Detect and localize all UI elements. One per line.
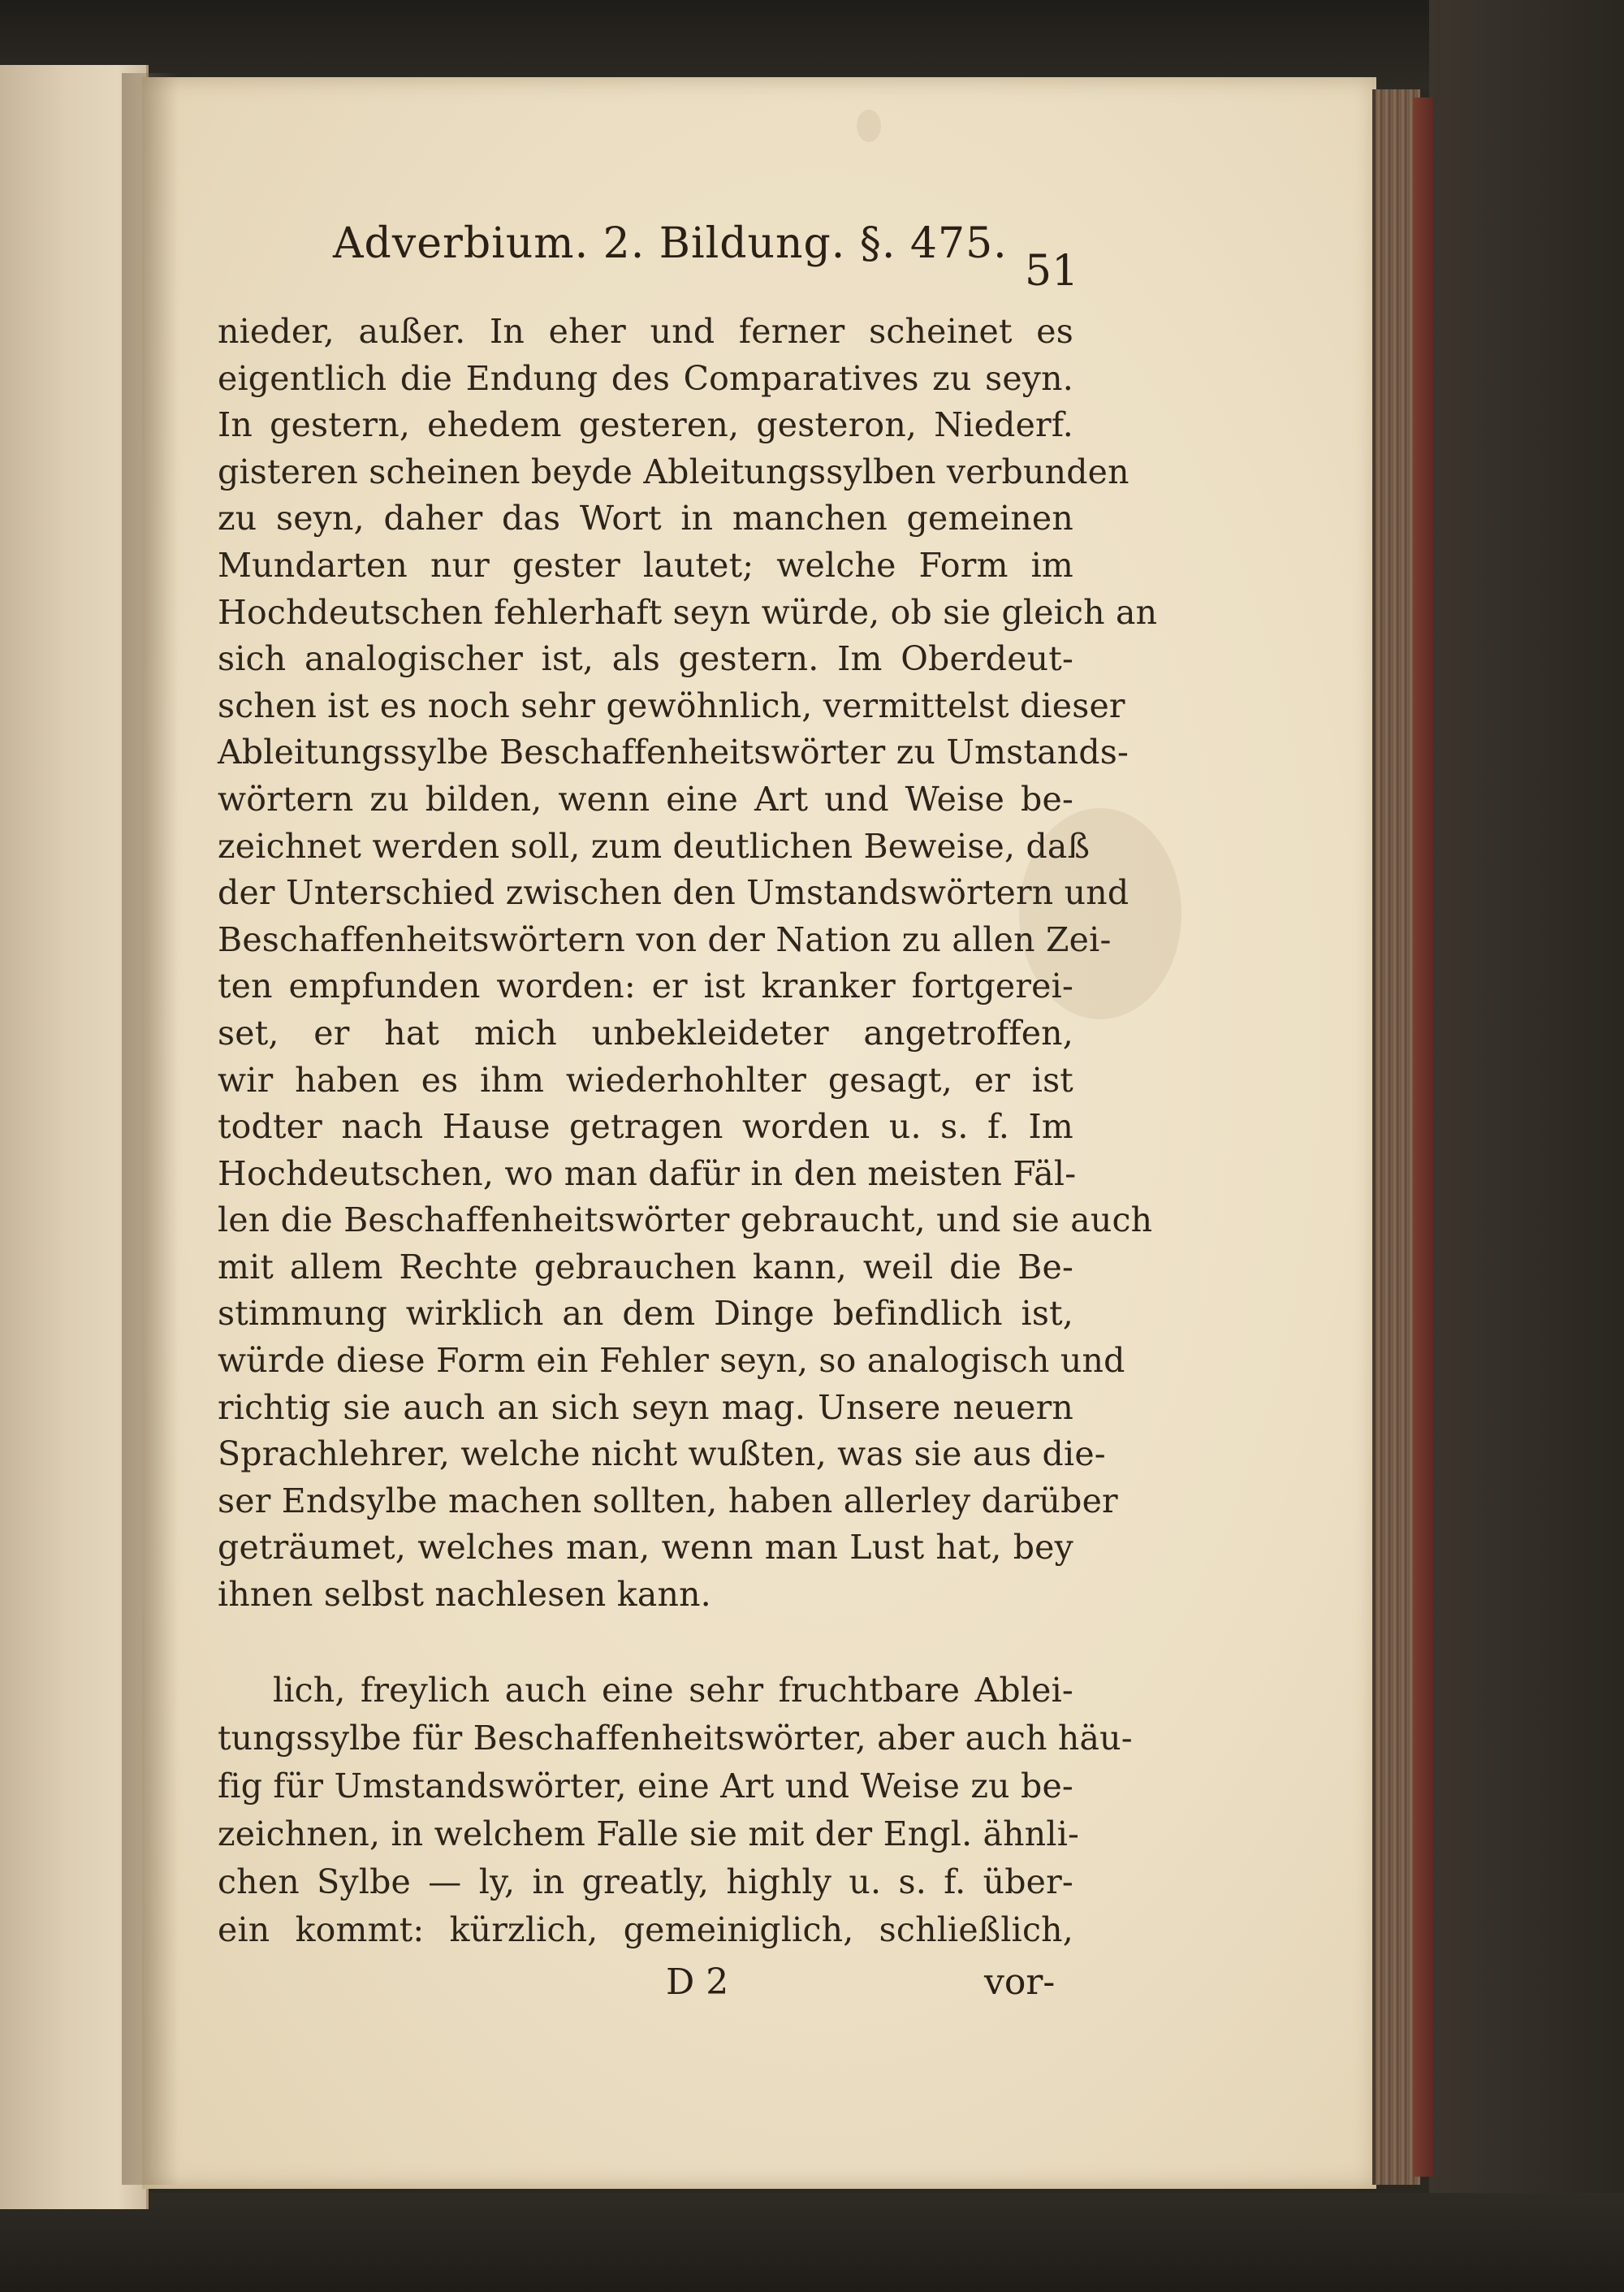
- text-line: richtig sie auch an sich seyn mag. Unsere neuern: [218, 1387, 1073, 1427]
- text-line: wir haben es ihm wiederhohlter gesagt, er ist: [218, 1060, 1073, 1100]
- text-line: sich analogischer ist, als gestern. Im Oberdeut-: [218, 639, 1073, 679]
- page-gutter: [122, 73, 179, 2185]
- text-line: Hochdeutschen fehlerhaft seyn würde, ob sie gleich an: [218, 592, 1158, 632]
- text-line: gisteren scheinen beyde Ableitungssylben verbunden: [218, 452, 1129, 491]
- page-number: 51: [1025, 247, 1079, 296]
- text-line: len die Beschaffenheitswörter gebraucht, und sie auch: [218, 1200, 1153, 1240]
- paragraph-1: [218, 309, 1158, 1619]
- paragraph-2: [218, 1667, 1133, 1954]
- text-line: schen ist es noch sehr gewöhnlich, vermittelst dieser: [218, 685, 1125, 725]
- background-bottom: [0, 2193, 1624, 2292]
- book-cover-edge: [1413, 97, 1433, 2177]
- paper-stain: [857, 110, 881, 142]
- catchword: vor-: [984, 1961, 1056, 2003]
- text-line: nieder, außer. In eher und ferner scheinet es: [218, 312, 1073, 351]
- text-line: lich, freylich auch eine sehr fruchtbare Ablei-: [273, 1671, 1073, 1710]
- background-top: [0, 0, 1624, 89]
- text-line: Ableitungssylbe Beschaffenheitswörter zu Umstands-: [218, 733, 1129, 772]
- text-line: mit allem Rechte gebrauchen kann, weil die Be-: [218, 1247, 1073, 1287]
- text-line: würde diese Form ein Fehler seyn, so analogisch und: [218, 1341, 1125, 1381]
- text-line: ser Endsylbe machen sollten, haben allerley darüber: [218, 1481, 1118, 1520]
- text-line: der Unterschied zwischen den Umstandswörtern und: [218, 873, 1129, 913]
- text-line: stimmung wirklich an dem Dinge befindlich ist,: [218, 1294, 1073, 1334]
- signature-mark: D 2: [666, 1961, 729, 2003]
- text-line: chen Sylbe — ly, in greatly, highly u. s. f. über-: [218, 1862, 1073, 1901]
- text-line: fig für Umstandswörter, eine Art und Weise zu be-: [218, 1767, 1073, 1805]
- text-line: zeichnet werden soll, zum deutlichen Beweise, daß: [218, 826, 1091, 866]
- text-line: zeichnen, in welchem Falle sie mit der Engl. ähnli-: [218, 1814, 1080, 1853]
- background-right: [1429, 0, 1624, 2292]
- text-line: zu seyn, daher das Wort in manchen gemeinen: [218, 499, 1073, 538]
- text-line: ein kommt: kürzlich, gemeiniglich, schließlich,: [218, 1910, 1073, 1949]
- running-header: Adverbium. 2. Bildung. §. 475.: [333, 219, 1008, 268]
- text-line: wörtern zu bilden, wenn eine Art und Weise be-: [218, 779, 1073, 819]
- text-line: todter nach Hause getragen worden u. s. f. Im: [218, 1107, 1073, 1147]
- text-line: geträumet, welches man, wenn man Lust hat, bey: [218, 1528, 1073, 1568]
- text-line: tungssylbe für Beschaffenheitswörter, aber auch häu-: [218, 1719, 1133, 1758]
- text-line: ten empfunden worden: er ist kranker fortgerei-: [218, 967, 1073, 1006]
- text-line: Beschaffenheitswörtern von der Nation zu allen Zei-: [218, 919, 1112, 959]
- text-line: ihnen selbst nachlesen kann.: [218, 1575, 711, 1615]
- text-line: set, er hat mich unbekleideter angetroffen,: [218, 1013, 1073, 1053]
- text-line: In gestern, ehedem gesteren, gesteron, Niederf.: [218, 405, 1073, 445]
- text-line: eigentlich die Endung des Comparatives zu seyn.: [218, 358, 1073, 398]
- text-line: Mundarten nur gester lautet; welche Form im: [218, 545, 1073, 585]
- text-line: Hochdeutschen, wo man dafür in den meisten Fäl-: [218, 1153, 1077, 1193]
- text-line: Sprachlehrer, welche nicht wußten, was sie aus die-: [218, 1434, 1106, 1474]
